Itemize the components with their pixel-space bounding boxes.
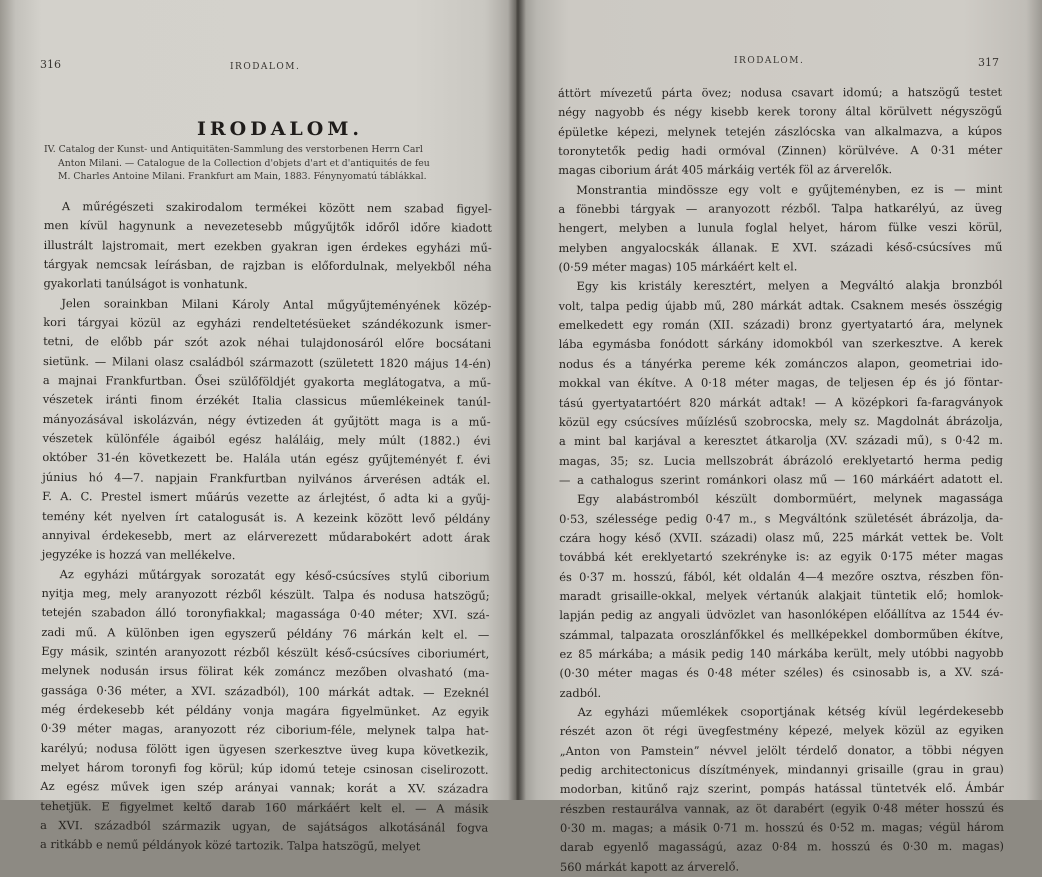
text-line: ez 85 márkába; a másik pedig 140 márkába került, mely utóbbi nagyobb — [559, 645, 1004, 661]
text-line: magas, 35; sz. Lucia mellszobrát ábrázoló ereklyetartó herma pedig — [558, 452, 1004, 468]
text-line: temény két nyelven írt catalogusát is. A kezeink között levő példány — [42, 508, 491, 526]
text-line: darab egyenlő magasságú, azaz 0·84 m. hosszú és 0·30 m. magas) — [559, 839, 1005, 855]
text-line: számmal, talpazata oroszlánfőkkel és mellképekkel domborműben ékítve, — [559, 626, 1004, 642]
text-line: men kívül hagynunk a nevezetesebb műgyűjtők időről időre kiadott — [43, 218, 492, 236]
text-line: 0·39 méter magas, aranyozott réz ciborium-féle, melynek talpa hat- — [40, 721, 489, 739]
text-line: a fönebbi tárgyak — aranyozott rézből. Talpa hatkarélyú, az üveg — [558, 200, 1003, 217]
text-line: annyival érdekesebb, mert az elárverezett műdarabokért adott árak — [41, 527, 490, 545]
left-page — [0, 0, 516, 854]
text-line: tetején szabadon álló toronyfiakkal; magassága 0·40 méter; XVI. szá- — [41, 605, 490, 622]
right-page — [516, 0, 1042, 874]
text-line: gyakorlati tanúlságot is vonhatunk. — [43, 276, 248, 292]
running-head: IRODALOM. — [230, 62, 301, 72]
text-line: hengert, melyben a lunula foglal helyet, három fülke veszi körül, — [558, 220, 1003, 236]
text-line: 0·53, szélessége pedig 0·47 m., s Megváltónk születését ábrázolja, da- — [559, 510, 1004, 526]
text-line: tetni, de előbb pár szót azok néhai tulajdonosáról előre bocsátani — [43, 334, 492, 352]
text-line: sietünk. — Milani olasz családból származott (született 1820 május 14-én) — [42, 353, 492, 371]
text-line: Monstrantia mindössze egy volt e gyűjteményben, ez is — mint — [576, 181, 1003, 197]
text-line: F. A. C. Prestel ismert műárús vezette az árlejtést, ő adta ki a gyűj- — [42, 489, 491, 506]
text-line: Jelen sorainkban Milani Károly Antal műgyűjteményének közép- — [61, 295, 492, 313]
text-line: nodus és a tányérka pereme kék zománczos alapon, geometriai ido- — [558, 355, 1003, 371]
text-line: a majnai Frankfurtban. Ősei szülőföldjét gyakorta meglátogatva, a mű- — [42, 373, 491, 390]
text-line: zadi mű. A különben igen egyszerű példány 76 márkán kelt el. — — [41, 624, 490, 642]
catalog-line: Anton Milani. — Catalogue de la Collection d'objets d'art et d'antiquités de feu — [58, 157, 430, 169]
text-line: a mint bal karjával a keresztet átkarolja (XV. századi mű), s 0·42 m. — [558, 433, 1003, 449]
text-line: toronytetők pedig hadi ormóval (Zinnen) körülvéve. A 0·31 méter — [558, 142, 1003, 159]
text-line: Az egész művek igen szép arányai vannak; korát a XV. századra — [40, 779, 489, 797]
text-line: gassága 0·36 méter, a XVI. századból), 100 márkát adtak. — Ezeknél — [40, 682, 490, 700]
text-line: négy nagyobb és négy kisebb kerek torony által körülvett négyszögű — [558, 104, 1003, 120]
text-line: mokkal van ékítve. A 0·18 méter magas, de teljesen ép és jó föntar- — [558, 374, 1003, 391]
text-line: illustrált lajstromait, mert ezekben gyakran igen érdekes egyházi mű- — [43, 237, 492, 255]
text-line: (0·30 méter magas és 0·48 méter széles) és csinosabb is, a XV. szá- — [559, 665, 1004, 681]
text-line: a ritkább e nemű példányok közé tartozik. Talpa hatszögű, melyet — [40, 837, 421, 854]
text-line: június hó 4—7. napjain Frankfurtban nyilvános árverésen adták el. — [42, 469, 491, 487]
text-line: lába egymásba fonódott sárkány idomokból van szerkesztve. A kerek — [558, 336, 1003, 352]
text-line: emelkedett egy román (XII. századi) bronz gyertyatartó ára, melynek — [558, 316, 1003, 333]
text-line: nyitja meg, mely aranyozott rézből készült. Talpa és nodusa hatszögű; — [41, 585, 490, 603]
text-line: a XVI. századból származik ugyan, de sajátságos alkotásánál fogva — [40, 817, 489, 835]
page-number: 317 — [978, 56, 999, 69]
text-line: részét azon öt régi üvegfestmény képezé, melyek közül az egyiken — [559, 723, 1004, 739]
catalog-line: IV. Catalog der Kunst- und Antiquitäten-Sammlung des verstorbenen Herrn Carl — [44, 144, 423, 155]
text-line: melyben angyalocskák állanak. E XVI. századi késő-csúcsíves mű — [558, 239, 1003, 255]
text-line: vészetek különféle ágaiból egész haláláig, mely múlt (1882.) évi — [42, 431, 491, 448]
running-head: IRODALOM. — [734, 56, 805, 66]
text-line: volt, talpa pedig újabb mű, 280 márkát adtak. Csaknem mesés összégig — [558, 297, 1003, 313]
text-line: zadból. — [559, 685, 602, 700]
text-line: czára hogy késő (XVII. századi) olasz mű, 225 márkát vettek be. Volt — [559, 529, 1004, 545]
text-line: A műrégészeti szakirodalom termékei között nem szabad figyel- — [61, 199, 492, 216]
text-line: karélyú; nodusa fölött igen ügyesen szerkesztve üveg kupa következik, — [40, 740, 489, 758]
text-line: melyet három toronyfi fog körül; kúp idomú teteje csinosan ciselirozott. — [40, 759, 489, 777]
text-line: és 0·37 m. hosszú, fából, két oldalán 4—4 mezőre osztva, részben fön- — [559, 568, 1004, 584]
page-number: 316 — [40, 58, 61, 71]
catalog-line: M. Charles Antoine Milani. Frankfurt am Main, 1883. Fénynyomatú táblákkal. — [58, 171, 427, 182]
text-line: lapján pedig az angyali üdvözlet van hasonlóképen előállítva az 1544 év- — [559, 607, 1004, 623]
text-line: Egy kis kristály keresztért, melyen a Megváltó alakja bronzból — [576, 278, 1003, 294]
text-line: — a cathalogus szerint románkori olasz mű — 160 márkáért adatott el. — [559, 471, 1004, 487]
text-line: tású gyertyatartóért 820 márkát adtak! — A középkori fa-faragványok — [558, 394, 1003, 410]
text-line: pedig architectonicus díszítmények, mindannyi grisaille (grau in grau) — [559, 761, 1004, 778]
text-line: 0·30 m. magas; a másik 0·71 m. hosszú és 0·52 m. magas; végül három — [559, 819, 1004, 836]
text-line: mányozásával iskolázván, négy évtizeden át gyűjtött maga is a mű- — [42, 411, 491, 429]
text-line: Egy alabástromból készült dombormüért, melynek magassága — [577, 491, 1004, 507]
body-text — [40, 197, 492, 857]
text-line: részben restaurálva vannak, az öt darabért (egyik 0·48 méter hosszú és — [559, 800, 1004, 816]
text-line: október 31-én következett be. Halála után egész gyűjteményét f. évi — [42, 450, 491, 468]
text-line: magas ciborium árát 405 márkáig verték föl az árverelők. — [558, 162, 893, 178]
text-line: Az egyházi műemlékek csoportjának kétség kívül legérdekesebb — [577, 703, 1004, 719]
text-line: Egy másik, szintén aranyozott rézből készült késő-csúcsíves ciboriumért, — [41, 643, 490, 661]
page-title: IRODALOM. — [196, 118, 363, 140]
text-line: melynek nodusán irsus fölirat kék zománcz mezőben olvasható (ma- — [41, 663, 490, 680]
text-line: közül egy csúcsíves műízlésű szobrocska, mely sz. Magdolnát ábrázolja, — [558, 413, 1003, 429]
text-line: tehetjük. E figyelmet keltő darab 160 márkáért kelt el. — A másik — [40, 798, 489, 816]
text-line: maradt grisaille-okkal, melyek vértanúk alakjait tüntetik elő; homlok- — [559, 587, 1004, 603]
text-line: „Anton von Pamstein” névvel jelölt térdelő donator, a többi négyen — [559, 742, 1004, 758]
text-line: modorban, kitűnő rajz szerint, pompás hatással tüntetvék elő. Ámbár — [559, 781, 1004, 797]
book-gutter — [508, 0, 526, 800]
catalog-entry — [44, 143, 494, 184]
text-line: jegyzéke is hozzá van mellékelve. — [41, 547, 236, 563]
text-line: tárgyak nemcsak leírásban, de rajzban is előfordulnak, melyekből néha — [43, 257, 492, 274]
text-line: továbbá két ereklyetartó szekrényke is: az egyik 0·175 méter magas — [559, 549, 1004, 565]
text-line: 560 márkát kapott az árverelő. — [560, 859, 740, 874]
text-line: kori tárgyai közül az egyházi rendeltetésüeket szándékozunk ismer- — [43, 315, 492, 332]
text-line: még érdekesebb két példány vonja magára figyelmünket. Az egyik — [40, 701, 489, 719]
body-text — [558, 83, 1004, 877]
text-line: vészetek iránti finom érzékét Italia classicus műemlékeinek tanúl- — [42, 392, 491, 410]
text-line: (0·59 méter magas) 105 márkáért kelt el. — [558, 259, 798, 275]
text-line: épületke képezi, melynek tetején zászlócska van alkalmazva, a kúpos — [558, 123, 1003, 139]
text-line: áttört mívezetű párta övez; nodusa csavart idomú; a hatszögű testet — [558, 84, 1003, 100]
text-line: Az egyházi műtárgyak sorozatát egy késő-csúcsíves stylű ciborium — [59, 566, 490, 584]
